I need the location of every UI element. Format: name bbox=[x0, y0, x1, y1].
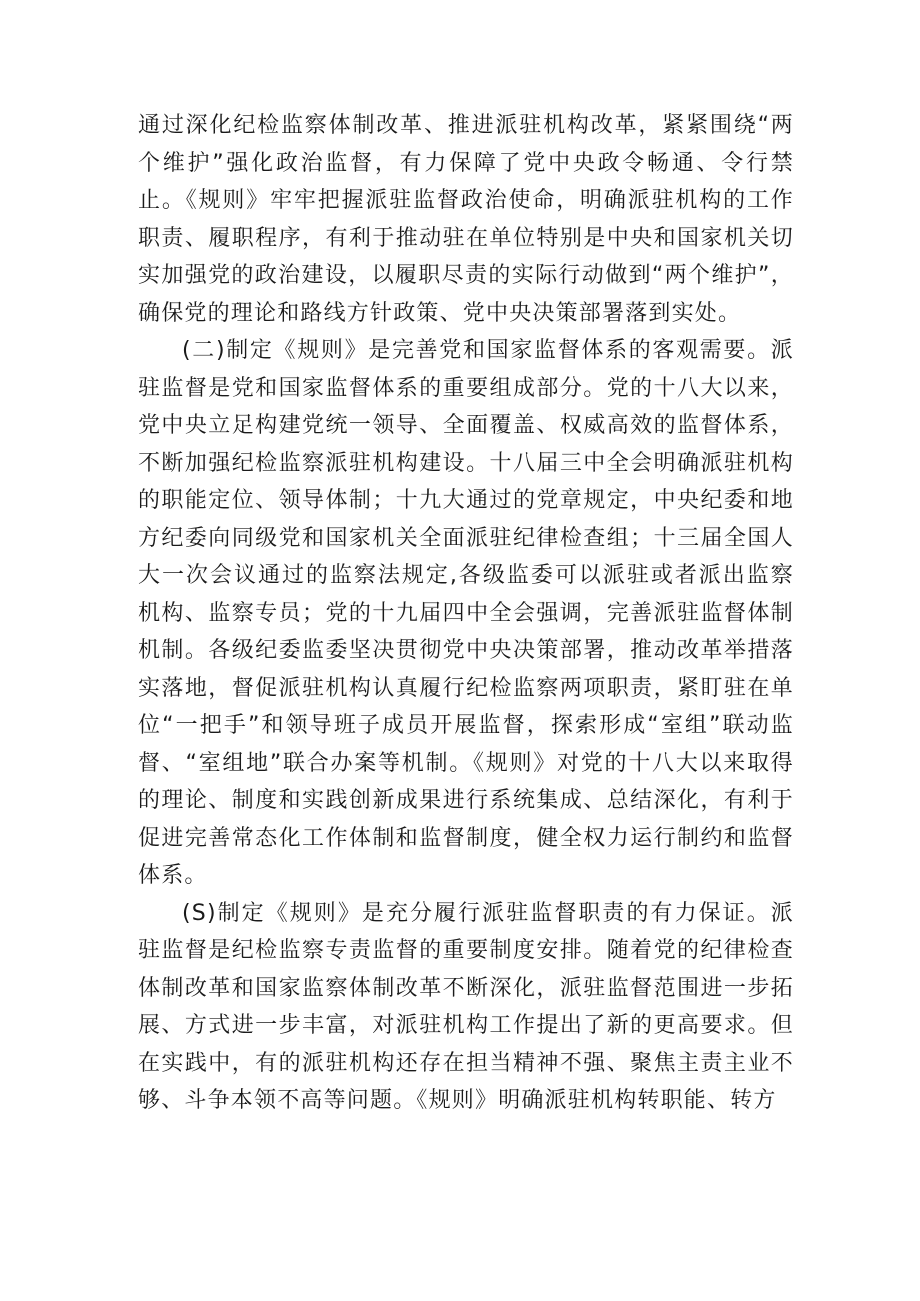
paragraph-political-mission: 通过深化纪检监察体制改革、推进派驻机构改革，紧紧围绕“两个维护”强化政治监督，有力保障了党中央政令畅通、令行禁止。《规则》牢牢把握派驻监督政治使命，明确派驻机构的工作职责、履职程序，有利于推动驻在单位特别是中央和国家机关切实加强党的政治建设，以履职尽责的实际行动做到“两个维护”，确保党的理论和路线方针政策、党中央决策部署落到实处。 bbox=[138, 113, 794, 326]
paragraph-supervision-duties: (S)制定《规则》是充分履行派驻监督职责的有力保证。派驻监督是纪检监察专责监督的重要制度安排。随着党的纪律检查体制改革和国家监察体制改革不断深化，派驻监督范围进一步拓展、方式进一步丰富，对派驻机构工作提出了新的更高要求。但在实践中，有的派驻机构还存在担当精神不强、聚焦主责主业不够、斗争本领不高等问题。《规则》明确派驻机构转职能、转方 bbox=[138, 900, 794, 1113]
document-page bbox=[138, 107, 794, 1120]
paragraph-supervision-system: (二)制定《规则》是完善党和国家监督体系的客观需要。派驻监督是党和国家监督体系的重要组成部分。党的十八大以来，党中央立足构建党统一领导、全面覆盖、权威高效的监督体系，不断加强纪检监察派驻机构建设。十八届三中全会明确派驻机构的职能定位、领导体制；十九大通过的党章规定，中央纪委和地方纪委向同级党和国家机关全面派驻纪律检查组；十三届全国人大一次会议通过的监察法规定,各级监委可以派驻或者派出监察机构、监察专员；党的十九届四中全会强调，完善派驻监督体制机制。各级纪委监委坚决贯彻党中央决策部署，推动改革举措落实落地，督促派驻机构认真履行纪检监察两项职责，紧盯驻在单位“一把手”和领导班子成员开展监督，探索形成“室组”联动监督、“室组地”联合办案等机制。《规则》对党的十八大以来取得的理论、制度和实践创新成果进行系统集成、总结深化，有利于促进完善常态化工作体制和监督制度，健全权力运行制约和监督体系。 bbox=[138, 338, 794, 888]
